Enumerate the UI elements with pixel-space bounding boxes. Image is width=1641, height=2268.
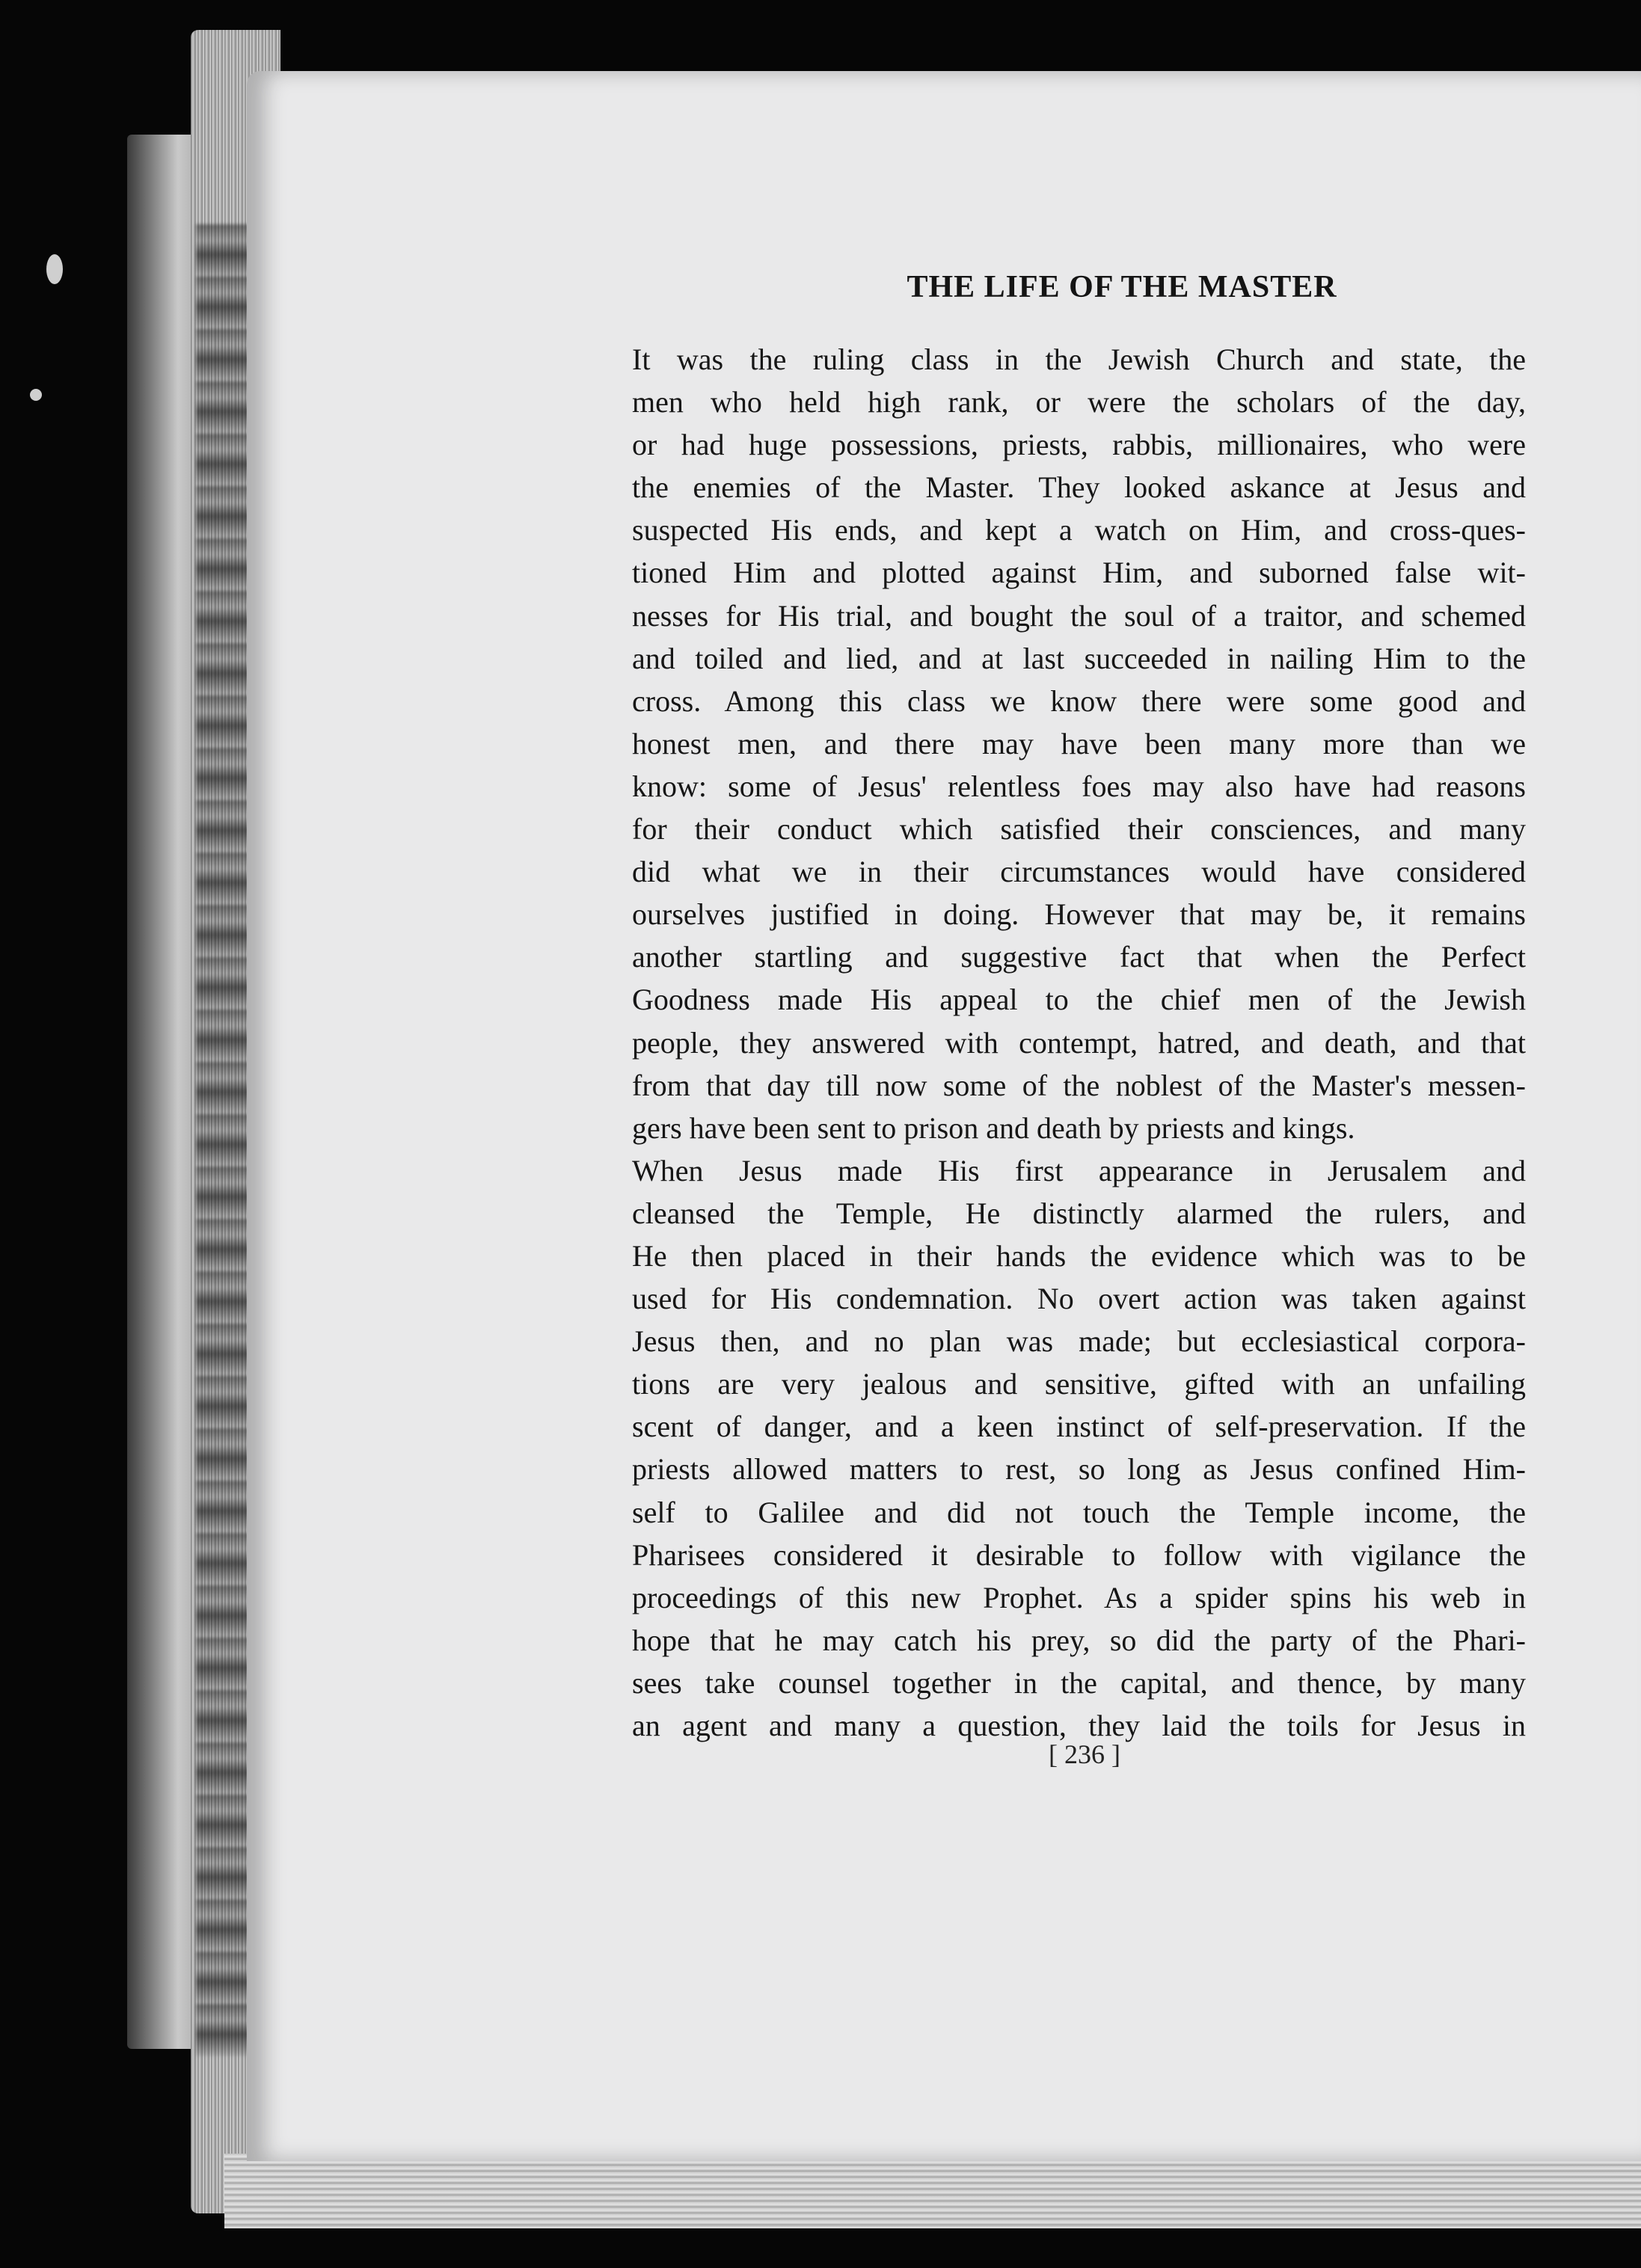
text-line: hope that he may catch his prey, so did the party of the Phari- xyxy=(632,1623,1526,1657)
text-line: self to Galilee and did not touch the Temple income, the xyxy=(632,1495,1526,1529)
text-line: men who held high rank, or were the scholars of the day, xyxy=(632,385,1526,420)
text-line: scent of danger, and a keen instinct of self-preservation. If the xyxy=(632,1410,1526,1444)
text-line: ourselves justified in doing. However that may be, it remains xyxy=(632,897,1526,932)
text-line: Pharisees considered it desirable to follow with vigilance the xyxy=(632,1537,1526,1572)
text-line: He then placed in their hands the evidence which was to be xyxy=(632,1238,1526,1273)
text-line: gers have been sent to prison and death by priests and kings. xyxy=(632,1110,1355,1145)
text-line: nesses for His trial, and bought the soul of a traitor, and schemed xyxy=(632,598,1526,633)
text-line: sees take counsel together in the capital, and thence, by many xyxy=(632,1665,1526,1700)
text-line: cross. Among this class we know there were some good and xyxy=(632,683,1526,718)
text-line: did what we in their circumstances would have considered xyxy=(632,855,1526,889)
page-number: [ 236 ] xyxy=(1049,1739,1120,1769)
text-line: or had huge possessions, priests, rabbis, millionaires, who were xyxy=(632,428,1526,462)
body-text xyxy=(632,338,1526,1747)
dust-speck xyxy=(30,389,42,401)
text-line: cleansed the Temple, He distinctly alarmed the rulers, and xyxy=(632,1196,1526,1230)
text-line: Jesus then, and no plan was made; but ecclesiastical corpora- xyxy=(632,1324,1526,1359)
text-line: tions are very jealous and sensitive, gifted with an unfailing xyxy=(632,1367,1526,1401)
paragraph-2 xyxy=(632,1149,1526,1747)
dust-speck xyxy=(46,254,63,284)
text-line: Goodness made His appeal to the chief men of the Jewish xyxy=(632,983,1526,1017)
text-line: and toiled and lied, and at last succeeded in nailing Him to the xyxy=(632,641,1526,675)
text-line: an agent and many a question, they laid the toils for Jesus in xyxy=(632,1709,1526,1742)
paragraph-1 xyxy=(632,338,1526,1149)
text-line: for their conduct which satisfied their consciences, and many xyxy=(632,812,1526,846)
text-line: used for His condemnation. No overt action was taken against xyxy=(632,1282,1526,1316)
worn-edge-stain xyxy=(196,224,248,2056)
text-line: another startling and suggestive fact that when the Perfect xyxy=(632,940,1526,974)
text-line: proceedings of this new Prophet. As a spider spins his web in xyxy=(632,1580,1526,1614)
running-head: THE LIFE OF THE MASTER xyxy=(907,270,1337,304)
text-line: tioned Him and plotted against Him, and suborned false wit- xyxy=(632,556,1526,590)
page-stack-bottom xyxy=(224,2154,1641,2228)
text-line: suspected His ends, and kept a watch on Him, and cross-ques- xyxy=(632,513,1526,547)
text-line: from that day till now some of the noblest of the Master's messen- xyxy=(632,1068,1526,1102)
text-line: When Jesus made His first appearance in Jerusalem and xyxy=(632,1153,1526,1187)
text-line: priests allowed matters to rest, so long as Jesus confined Him- xyxy=(632,1452,1526,1487)
text-line: honest men, and there may have been many more than we xyxy=(632,726,1526,760)
text-line: people, they answered with contempt, hatred, and death, and that xyxy=(632,1025,1526,1060)
text-line: It was the ruling class in the Jewish Church and state, the xyxy=(632,342,1526,376)
text-line: the enemies of the Master. They looked askance at Jesus and xyxy=(632,470,1526,505)
text-line: know: some of Jesus' relentless foes may also have had reasons xyxy=(632,769,1526,803)
